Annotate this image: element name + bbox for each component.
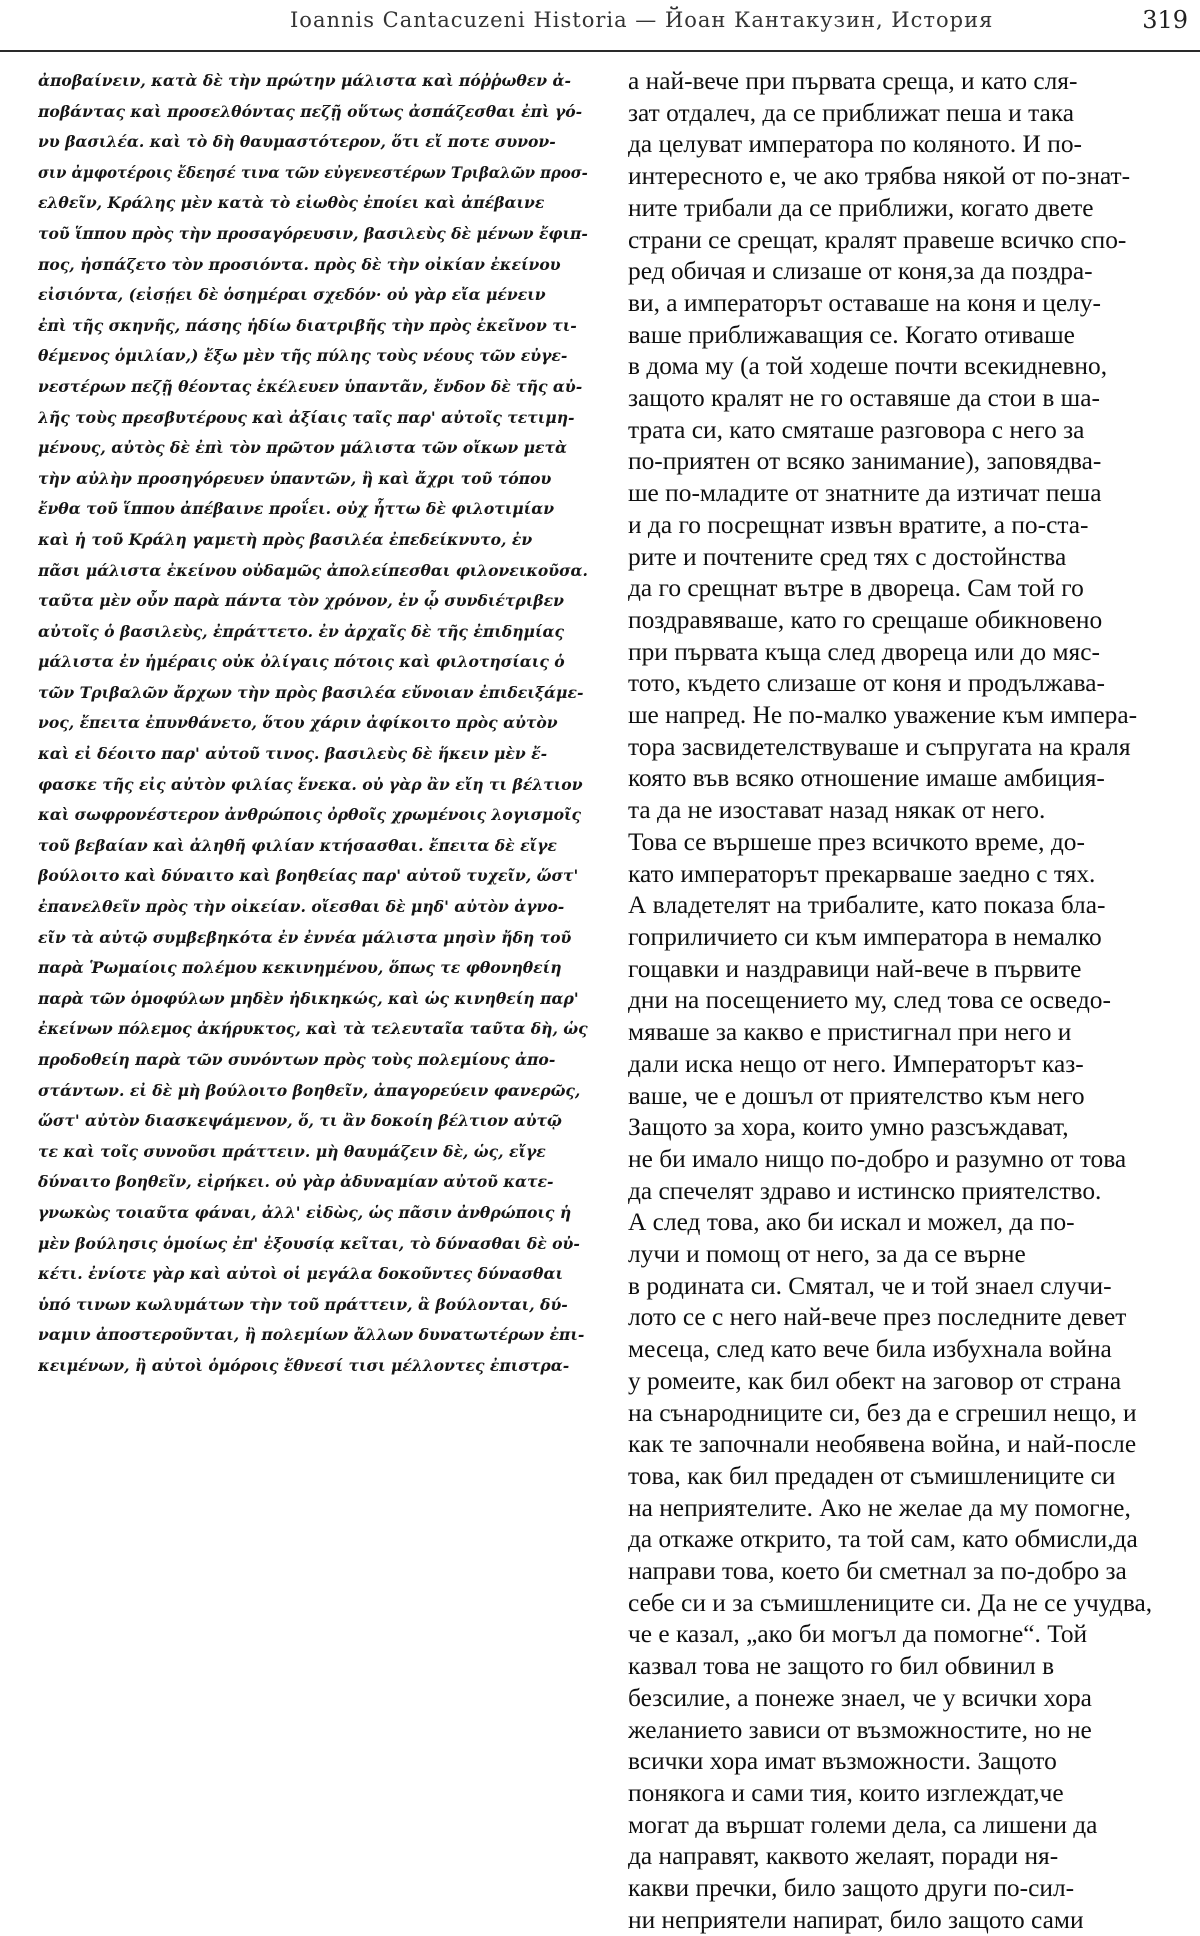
bulgarian-text-line: какви пречки, било защото други по-сил- [628, 1874, 1075, 1903]
bulgarian-text-line: ше по-младите от знатните да изтичат пеша [628, 479, 1102, 508]
bulgarian-text-line: че е казал, „ако би могъл да помогне“. Той [628, 1620, 1088, 1649]
greek-text-line: ὥστ' αὐτὸν διασκεψάμενον, ὅ, τι ἂν δοκοίη βέλτιον αὐτῷ [38, 1111, 562, 1131]
bulgarian-text-line: в дома му (а той ходеше почти всекидневно, [628, 352, 1108, 381]
greek-text-line: ὑπό τινων κωλυμάτων τὴν τοῦ πράττειν, ἃ βούλονται, δύ- [38, 1294, 568, 1314]
bulgarian-text-line: да направят, каквото желаят, поради ня- [628, 1842, 1059, 1871]
running-title: Ioannis Cantacuzeni Historia — Йоан Кантакузин, История [290, 8, 994, 32]
greek-text-line: τῶν Τριβαλῶν ἄρχων τὴν πρὸς βασιλέα εὔνοιαν ἐπιδειξάμε- [38, 682, 584, 702]
bulgarian-text-line: рите и почтените сред тях с достойнства [628, 542, 1067, 571]
bulgarian-text-line: на сънародниците си, без да е сгрешил нещо, и [628, 1398, 1137, 1427]
bulgarian-text-line: понякога и сами тия, които изглеждат,че [628, 1778, 1064, 1807]
greek-text-line: τὴν αὐλὴν προσηγόρευεν ὑπαντῶν, ἢ καὶ ἄχρι τοῦ τόπου [38, 468, 552, 488]
greek-text-line: θέμενος ὁμιλίαν,) ἔξω μὲν τῆς πύλης τοὺς νέους τῶν εὐγε- [38, 346, 568, 366]
bulgarian-text-line: трата си, като смяташе разговора с него за [628, 415, 1085, 444]
bulgarian-text-line: как те започнали необявена война, и най-после [628, 1430, 1137, 1459]
greek-text-line: κειμένων, ἢ αὐτοὶ ὁμόροις ἔθνεσί τισι μέλλοντες ἐπιστρα- [38, 1355, 570, 1375]
bulgarian-text-line: А владетелят на трибалите, като показа бла- [628, 891, 1106, 920]
greek-text-line: ναμιν ἀποστεροῦνται, ἢ πολεμίων ἄλλων δυνατωτέρων ἐπι- [38, 1325, 585, 1345]
bulgarian-text-line: тото, където слизаше от коня и продължава- [628, 669, 1105, 698]
bulgarian-text-line: която във всяко отношение имаше амбиция- [628, 764, 1105, 793]
greek-text-line: δύναιτο βοηθεῖν, εἰρήκει. οὐ γὰρ ἀδυναμίαν αὐτοῦ κατε- [38, 1172, 554, 1192]
bulgarian-text-line: защото кралят не го оставяше да стои в ша- [628, 384, 1100, 413]
page-number: 319 [1142, 6, 1188, 34]
greek-text-line: προδοθείη παρὰ τῶν συνόντων πρὸς τοὺς πολεμίους ἀπο- [38, 1050, 556, 1069]
bulgarian-text-column [628, 66, 1188, 1936]
greek-text-line: λῆς τοὺς πρεσβυτέρους καὶ ἀξίαις ταῖς παρ' αὐτοῖς τετιμη- [38, 407, 575, 427]
bulgarian-text-line: като императорът прекарваше заедно с тях. [628, 859, 1096, 888]
bulgarian-text-line: месеца, след като вече била избухнала война [628, 1335, 1112, 1364]
greek-text-line: νος, ἔπειτα ἐπυνθάνετο, ὅτου χάριν ἀφίκοιτο πρὸς αὐτὸν [38, 713, 558, 733]
bulgarian-text-line: да целуват императора по коляното. И по- [628, 130, 1082, 159]
greek-text-line: πος, ἠσπάζετο τὸν προσιόντα. πρὸς δὲ τὴν οἰκίαν ἐκείνου [38, 254, 561, 274]
bulgarian-text-line: безсилие, а понеже знаел, че у всички хора [628, 1683, 1092, 1712]
greek-text-line: παρὰ τῶν ὁμοφύλων μηδὲν ἠδικηκώς, καὶ ὡς κινηθείη παρ' [38, 988, 579, 1008]
bulgarian-text-line: да откаже открито, та той сам, като обмисли,да [628, 1525, 1138, 1554]
greek-text-line: αὐτοῖς ὁ βασιλεὺς, ἐπράττετο. ἐν ἀρχαῖς δὲ τῆς ἐπιδημίας [38, 621, 564, 641]
bulgarian-text-line: направи това, което би сметнал за по-добро за [628, 1557, 1127, 1586]
bulgarian-text-line: да го срещнат вътре в двореца. Сам той го [628, 574, 1084, 603]
greek-text-line: βούλοιτο καὶ δύναιτο καὶ βοηθείας παρ' αὐτοῦ τυχεῖν, ὥστ' [38, 866, 579, 886]
bulgarian-text-line: зат отдалеч, да се приближат пеша и така [628, 98, 1074, 127]
bulgarian-text-line: Това се вършеше през всичкото време, до- [628, 827, 1085, 856]
bulgarian-text-line: и да го посрещнат извън вратите, а по-ста- [628, 510, 1089, 539]
bulgarian-text-line: лучи и помощ от него, за да се върне [628, 1240, 1026, 1269]
bulgarian-text-line: ни неприятели напират, било защото сами [628, 1905, 1084, 1934]
bulgarian-text-line: дали иска нещо от него. Императорът каз- [628, 1049, 1084, 1078]
bulgarian-text-line: ваше, че е дошъл от приятелство към него [628, 1081, 1085, 1110]
bulgarian-text-line: в родината си. Смятал, че и той знаел случи- [628, 1271, 1112, 1300]
bulgarian-text-line: гоприличието си към императора в немалко [628, 922, 1102, 951]
greek-text-line: μάλιστα ἐν ἡμέραις οὐκ ὀλίγαις πότοις καὶ φιλοτησίαις ὁ [38, 652, 565, 672]
greek-text-line: κέτι. ἐνίοτε γὰρ καὶ αὐτοὶ οἱ μεγάλα δοκοῦντες δύνασθαι [38, 1264, 563, 1284]
greek-text-line: πᾶσι μάλιστα ἐκείνου οὐδαμῶς ἀπολείπεσθαι φιλονεικοῦσα. [38, 560, 588, 580]
greek-text-line: τοῦ βεβαίαν καὶ ἀληθῆ φιλίαν κτήσασθαι. ἔπειτα δὲ εἴγε [38, 835, 557, 855]
greek-text-line: ελθεῖν, Κράλης μὲν κατὰ τὸ εἰωθὸς ἐποίει καὶ ἀπέβαινε [38, 193, 545, 213]
bulgarian-text-line: себе си и за съмишлениците си. Да не се учудва, [628, 1588, 1153, 1617]
bulgarian-text-line: интересното е, че ако трябва някой от по-знат- [628, 162, 1131, 191]
bulgarian-text-line: по-приятен от всяко занимание), заповядва- [628, 447, 1102, 476]
greek-text-line: ποβάντας καὶ προσελθόντας πεζῇ οὕτως ἀσπάζεσθαι ἐπὶ γό- [38, 101, 583, 121]
bulgarian-text-line: а най-вече при първата среща, и като сля- [628, 67, 1078, 95]
greek-text-line: ἐπὶ τῆς σκηνῆς, πάσης ἡδίω διατριβῆς τὴν πρὸς ἐκεῖνον τι- [38, 315, 577, 335]
bulgarian-text-line: гощавки и наздравици най-вече в първите [628, 954, 1082, 983]
bulgarian-text-line: ше напред. Не по-малко уважение към импера- [628, 701, 1138, 730]
greek-text-line: γνωκὼς τοιαῦτα φάναι, ἀλλ' εἰδὼς, ὡς πᾶσιν ἀνθρώποις ἡ [38, 1202, 572, 1222]
greek-text-line: μένους, αὐτὸς δὲ ἐπὶ τὸν πρῶτον μάλιστα τῶν οἴκων μετὰ [38, 438, 568, 458]
bulgarian-text-line: мяваше за какво е пристигнал при него и [628, 1018, 1072, 1047]
bulgarian-text-line: желанието зависи от възможностите, но не [628, 1715, 1092, 1744]
greek-text-line: τοῦ ἵππου πρὸς τὴν προσαγόρευσιν, βασιλεὺς δὲ μένων ἔφιπ- [38, 223, 588, 243]
bulgarian-text-line: Защото за хора, които умно разсъждават, [628, 1113, 1069, 1142]
page-header [0, 0, 1200, 52]
bulgarian-text-line: ви, а императорът оставаше на коня и целу- [628, 288, 1101, 317]
bulgarian-text-line: поздравяваше, като го срещаше обикновено [628, 605, 1103, 634]
greek-text-line: καὶ εἰ δέοιτο παρ' αὐτοῦ τινος. βασιλεὺς δὲ ἥκειν μὲν ἔ- [38, 744, 548, 764]
bulgarian-text-line: лото се с него най-вече през последните девет [628, 1303, 1127, 1332]
greek-text-line: στάντων. εἰ δὲ μὴ βούλοιτο βοηθεῖν, ἀπαγορεύειν φανερῶς, [38, 1080, 581, 1100]
greek-text-column [38, 66, 588, 1382]
greek-text-line: εἰσιόντα, (εἰσῄει δὲ ὁσημέραι σχεδόν· οὐ γὰρ εἴα μένειν [38, 285, 546, 305]
greek-text-line: νεστέρων πεζῇ θέοντας ἐκέλευεν ὑπαντᾶν, ἔνδον δὲ τῆς αὐ- [38, 376, 583, 396]
greek-text-line: καὶ ἡ τοῦ Κράλη γαμετὴ πρὸς βασιλέα ἐπεδείκνυτο, ἐν [38, 529, 533, 549]
bulgarian-text-line: страни се срещат, кралят правеше всичко спо- [628, 225, 1127, 254]
bulgarian-text-line: та да не изостават назад някак от него. [628, 796, 1046, 825]
greek-text-line: ἔνθα τοῦ ἵππου ἀπέβαινε προΐει. οὐχ ἧττω δὲ φιλοτιμίαν [38, 499, 555, 519]
bulgarian-text-line: А след това, ако би искал и можел, да по- [628, 1208, 1075, 1237]
bulgarian-text-line: дни на посещението му, след това се осведо- [628, 986, 1111, 1015]
bulgarian-text-line: ред обичая и слизаше от коня,за да поздра- [628, 257, 1093, 286]
greek-text-line: εῖν τὰ αὐτῷ συμβεβηκότα ἐν ἐννέα μάλιστα μησὶν ἤδη τοῦ [38, 927, 572, 947]
greek-text-line: ἀποβαίνειν, κατὰ δὲ τὴν πρώτην μάλιστα καὶ πόῤῥωθεν ἀ- [38, 71, 571, 90]
bulgarian-text-line: не би имало нищо по-добро и разумно от това [628, 1144, 1127, 1173]
bulgarian-text-line: могат да вършат големи дела, са лишени да [628, 1810, 1098, 1839]
greek-text-line: ἐκείνων πόλεμος ἀκήρυκτος, καὶ τὰ τελευταῖα ταῦτα δὴ, ὡς [38, 1019, 588, 1039]
greek-text-line: μὲν βούλησις ὁμοίως ἐπ' ἐξουσίᾳ κεῖται, τὸ δύνασθαι δὲ οὐ- [38, 1233, 580, 1253]
bulgarian-text-line: ните трибали да се приближи, когато двете [628, 193, 1094, 222]
greek-text-line: νυ βασιλέα. καὶ τὸ δὴ θαυμαστότερον, ὅτι εἴ ποτε συνον- [38, 132, 556, 152]
greek-text-line: καὶ σωφρονέστερον ἀνθρώποις ὀρθοῖς χρωμένοις λογισμοῖς [38, 805, 582, 825]
bulgarian-text-line: при първата къща след двореца или до мяс- [628, 637, 1100, 666]
bulgarian-text-line: на неприятелите. Ако не желае да му помогне, [628, 1493, 1131, 1522]
bulgarian-text-line: у ромеите, как бил обект на заговор от страна [628, 1366, 1122, 1395]
bulgarian-text-line: това, как бил предаден от съмишлениците си [628, 1461, 1116, 1490]
bulgarian-text-line: ваше приближаващия се. Когато отиваше [628, 320, 1075, 349]
greek-text-line: παρὰ Ῥωμαίοις πολέμου κεκινημένου, ὅπως τε φθονηθείη [38, 958, 562, 978]
bulgarian-text-line: казвал това не защото го бил обвинил в [628, 1652, 1055, 1681]
greek-text-line: ταῦτα μὲν οὖν παρὰ πάντα τὸν χρόνον, ἐν ᾧ συνδιέτριβεν [38, 591, 564, 611]
bulgarian-text-line: да спечелят здраво и истинско приятелство. [628, 1176, 1102, 1205]
bulgarian-text-line: всички хора имат възможности. Защото [628, 1747, 1057, 1776]
bulgarian-text-line: тора засвидетелствуваше и съпругата на краля [628, 732, 1131, 761]
greek-text-line: ἐπανελθεῖν πρὸς τὴν οἰκείαν. οἴεσθαι δὲ μηδ' αὐτὸν ἀγνο- [38, 897, 565, 917]
greek-text-line: τε καὶ τοῖς συνοῦσι πράττειν. μὴ θαυμάζειν δὲ, ὡς, εἴγε [38, 1141, 546, 1161]
greek-text-line: φασκε τῆς εἰς αὐτὸν φιλίας ἕνεκα. οὐ γὰρ ἂν εἴη τι βέλτιον [38, 774, 583, 794]
greek-text-line: σιν ἀμφοτέροις ἔδεησέ τινα τῶν εὐγενεστέρων Τριβαλῶν προσ- [38, 162, 588, 182]
